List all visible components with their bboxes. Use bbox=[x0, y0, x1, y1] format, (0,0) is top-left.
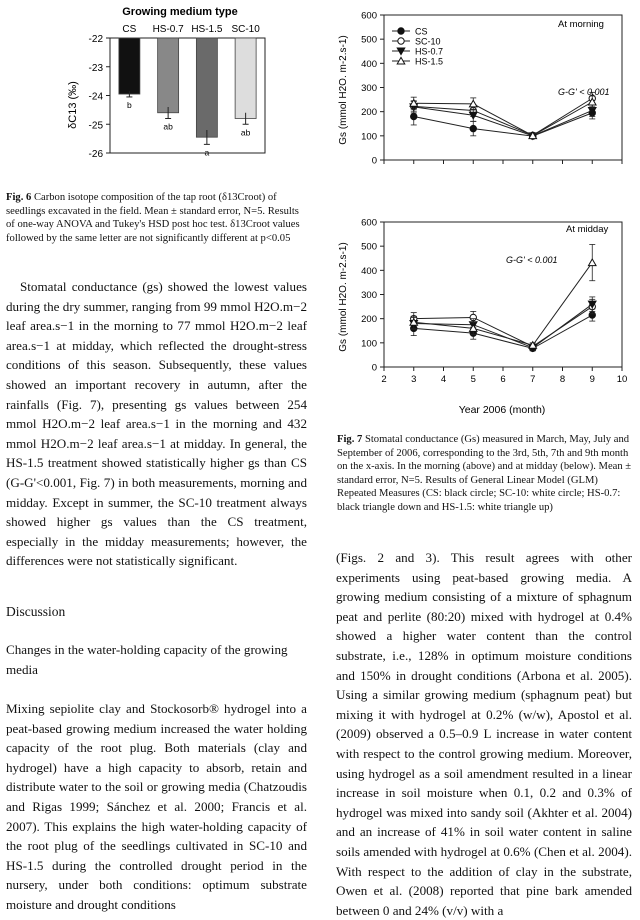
fig6-caption bbox=[6, 191, 306, 245]
fig7-xlabel: Year 2006 (month) bbox=[458, 404, 546, 416]
fig7-ytick-label: 0 bbox=[371, 155, 377, 167]
fig6-ytick-label: -23 bbox=[88, 62, 103, 74]
fig6-caption-text: Carbon isotope composition of the tap root (δ13Croot) of seedlings excavated in the field. Mean ± standard error, N=5. Results of one-way ANOVA and Tukey's HSD post hoc test. δ13Croot values followed by the same letter are not significantly different at p<0.05 bbox=[6, 192, 300, 244]
fig7-xtick-label: 5 bbox=[470, 374, 476, 385]
fig6-bar bbox=[158, 38, 179, 113]
fig7-xtick-label: 2 bbox=[381, 374, 387, 385]
fig7-legend-label: HS-1.5 bbox=[415, 56, 444, 67]
fig7-series-line bbox=[414, 107, 593, 136]
fig7-ytick-label: 400 bbox=[361, 58, 377, 70]
fig7-ytick-label: 600 bbox=[361, 217, 377, 229]
fig6-ytick-label: -24 bbox=[88, 91, 103, 103]
fig7-bot-title: At midday bbox=[566, 224, 609, 235]
fig7-marker-cs bbox=[470, 125, 476, 131]
fig7-plot-frame bbox=[384, 222, 622, 367]
fig7-ytick-label: 500 bbox=[361, 241, 377, 253]
fig7-ytick-label: 0 bbox=[371, 362, 377, 374]
fig6-chart bbox=[0, 0, 320, 185]
fig7-ytick-label: 600 bbox=[361, 10, 377, 22]
fig6-ytick-label: -25 bbox=[88, 120, 103, 132]
fig7-legend-label: SC-10 bbox=[415, 36, 441, 47]
fig7-ytick-label: 200 bbox=[361, 107, 377, 119]
results-paragraph: Stomatal conductance (gs) showed the lowest values during the dry summer, ranging from 99 mmol H2O.m−2 leaf area.s−1 in the morning to 77 mmol H2O.m−2 leaf area.s−1 at midday, which reflected the drought-stress conditions of this season. Subsequently, these values showed an important recovery in autumn, after the rainfalls (Fig. 7), presenting gs values between 254 mmol H2O.m−2 leaf area.s−1 in the morning and 432 mmol H2O.m−2 leaf area.s−1 at midday. In general, the HS-1.5 treatment showed statistically higher gs than CS (G-G'<0.001, Fig. 7) in both measurements, morning and midday. Except in summer, the SC-10 treatment always showed higher gs values than the CS treatment, especially in the midday measurements; however, the differences were not statistically significant. bbox=[6, 279, 307, 569]
fig7-series-line bbox=[414, 263, 593, 346]
fig7-xtick-label: 7 bbox=[530, 374, 536, 385]
fig7-bot-ylabel: Gs (mmol H2O. m-2.s-1) bbox=[338, 242, 349, 352]
fig6-ytick-label: -22 bbox=[88, 34, 103, 45]
fig7-series-line bbox=[414, 102, 593, 136]
fig7-marker-hs07 bbox=[469, 112, 477, 119]
fig6-title: Growing medium type bbox=[122, 6, 238, 18]
fig6-letter-label: ab bbox=[163, 121, 173, 132]
fig6-letter-label: a bbox=[204, 147, 210, 158]
fig6-bar bbox=[235, 38, 256, 119]
fig6-letter-label: b bbox=[127, 99, 132, 110]
fig7-ytick-label: 200 bbox=[361, 314, 377, 326]
fig7-xtick-label: 6 bbox=[500, 374, 506, 385]
fig7-top-annotation: G-G' < 0.001 bbox=[558, 87, 610, 97]
discussion-paragraph-1: Mixing sepiolite clay and Stockosorb® hydrogel into a peat-based growing medium increased the water holding capacity of the root plug. Both materials (clay and hydrogel) have a high capacity to absorb, retain and distribute water to the soil or growing media (Chatzoudis and Rigas 1999; Sánchez et al. 2000; Francis et al. 2007). This explains the high water-holding capacity of the root plug of the seedlings cultivated in SC-10 and HS-1.5 during the controlled drought period in the nursery, under both conditions: optimum substrate moisture and drought conditions bbox=[6, 701, 307, 912]
fig7-marker-cs bbox=[411, 113, 417, 119]
discussion-heading: Discussion bbox=[6, 604, 66, 619]
fig6-ylabel: δC13 (‰) bbox=[67, 81, 79, 129]
fig7-xtick-label: 8 bbox=[559, 374, 566, 385]
fig7-bot-annotation: G-G' < 0.001 bbox=[506, 255, 558, 265]
fig6-category-label: CS bbox=[122, 24, 137, 35]
fig7-xtick-label: 9 bbox=[589, 374, 595, 385]
discussion-subheading: Changes in the water-holding capacity of the growing media bbox=[6, 642, 288, 677]
fig6-bar bbox=[119, 38, 140, 94]
fig7-top-title: At morning bbox=[558, 19, 604, 30]
fig7-xtick-label: 10 bbox=[616, 374, 628, 385]
fig6-caption-label: Fig. 6 bbox=[6, 192, 32, 203]
fig7-marker-sc10 bbox=[398, 38, 404, 44]
fig7-top-ylabel: Gs (mmol H2O. m-2.s-1) bbox=[338, 35, 349, 145]
fig7-chart bbox=[330, 0, 640, 425]
fig7-ytick-label: 300 bbox=[361, 83, 377, 94]
fig7-ytick-label: 500 bbox=[361, 34, 377, 46]
fig7-xtick-label: 4 bbox=[440, 374, 447, 385]
fig6-ytick-label: -26 bbox=[88, 149, 103, 160]
fig6-category-label: HS-1.5 bbox=[191, 24, 223, 35]
fig7-marker-hs15 bbox=[588, 259, 596, 266]
discussion-paragraph-2: (Figs. 2 and 3). This result agrees with other experiments using peat-based growing media. A growing medium consisting of a mixture of sphagnum peat and perlite (80:20) mixed with hydrogel at 0.4% showed a higher water content than the control substrate, i.e., 128% in optimum moisture conditions and 150% in drought conditions (Arbona et al. 2005). Using a similar growing medium (sphagnum peat) but mixing it with hydrogel at 0.2% (w/w), Apostol et al. (2009) observed a 0.5–0.9 L increase in water content with respect to the control growing medium. Moreover, using hydrogel as a soil amendment resulted in a linear increase in soil moisture when 0.1, 0.2 and 0.3% of hydrogel was mixed into sandy soil (Akhter et al. 2004) and an increase of 41% in soil water content in saline soils amended with hydrogel at 0.6% (Chen et al. 2004). With respect to the addition of clay in the substrate, Owen et al. (2008) reported that pine bark amended between 0 and 24% (v/v) with a bbox=[336, 550, 632, 918]
fig7-xtick-label: 3 bbox=[411, 374, 417, 385]
fig6-category-label: SC-10 bbox=[231, 24, 260, 35]
fig7-series-line bbox=[414, 113, 593, 136]
fig7-marker-cs bbox=[398, 28, 404, 34]
fig7-legend-label: CS bbox=[415, 26, 428, 37]
fig7-ytick-label: 100 bbox=[361, 338, 377, 350]
fig7-legend-label: HS-0.7 bbox=[415, 46, 444, 57]
fig6-category-label: HS-0.7 bbox=[152, 24, 184, 35]
fig7-caption-text: Stomatal conductance (Gs) measured in March, May, July and September of 2006, corresponding to the 3rd, 5th, 7th and 9th month on the x-axis. In the morning (above) and at midday (below). Mean ± standard error, N=5. Results of General Linear Model (GLM) Repeated Measures (CS: black circle; SC-10: white circle; HS-0.7: black triangle down and HS-1.5: white triangle up) bbox=[337, 434, 632, 513]
fig7-ytick-label: 400 bbox=[361, 265, 377, 277]
fig7-ytick-label: 100 bbox=[361, 131, 377, 143]
fig7-caption bbox=[337, 433, 633, 514]
fig7-caption-label: Fig. 7 bbox=[337, 434, 363, 445]
fig7-ytick-label: 300 bbox=[361, 290, 377, 301]
fig6-bar bbox=[196, 38, 217, 137]
fig6-letter-label: ab bbox=[240, 127, 251, 138]
